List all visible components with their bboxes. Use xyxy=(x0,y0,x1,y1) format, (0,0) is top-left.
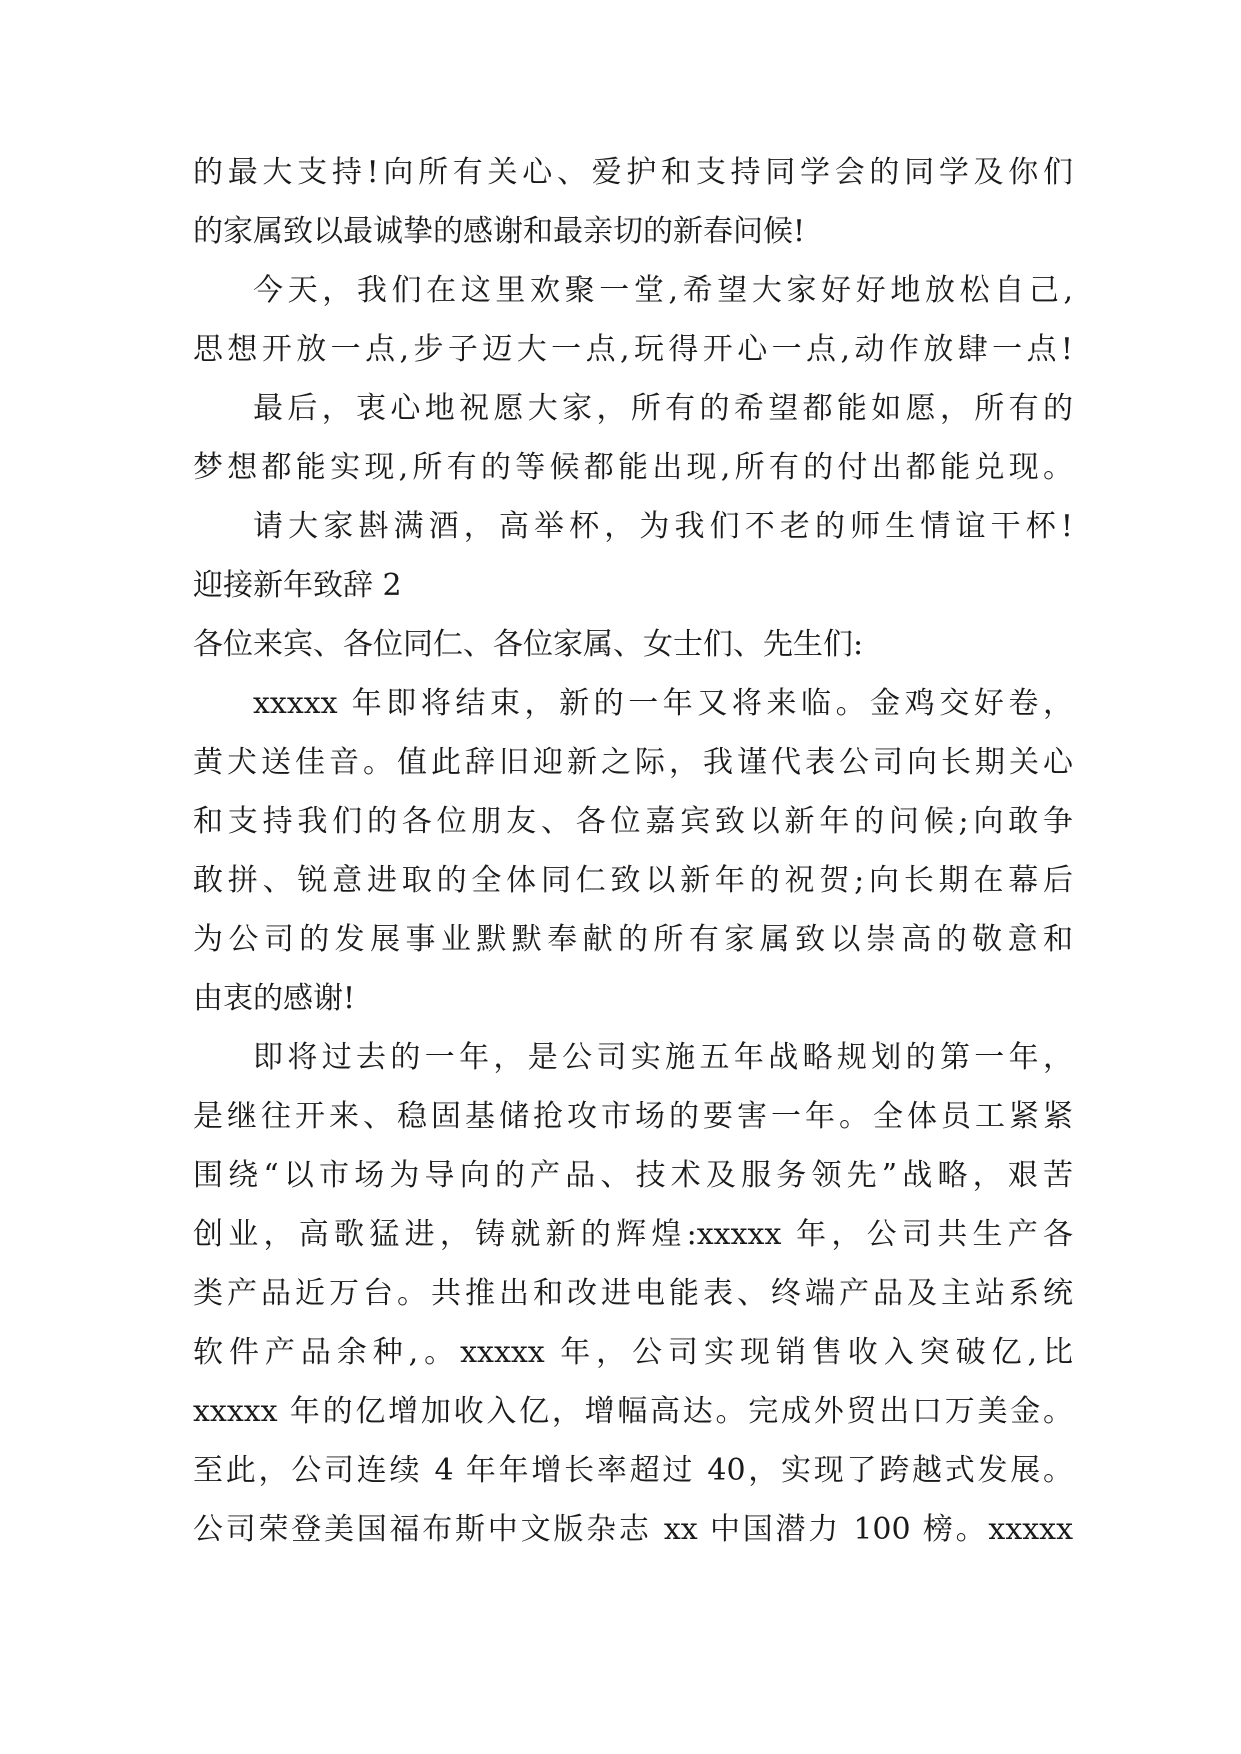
text-line: 即将过去的一年，是公司实施五年战略规划的第一年， xyxy=(253,1040,1073,1075)
text-line: 的最大支持!向所有关心、爱护和支持同学会的同学及你们 xyxy=(193,155,1073,190)
text-line: 公司荣登美国福布斯中文版杂志 xx 中国潜力 100 榜。xxxxx xyxy=(193,1512,1073,1547)
section-heading: 迎接新年致辞 2 xyxy=(193,568,402,603)
text-line: 软件产品余种,。xxxxx 年，公司实现销售收入突破亿,比 xyxy=(193,1335,1073,1370)
text-line: 黄犬送佳音。值此辞旧迎新之际，我谨代表公司向长期关心 xyxy=(193,745,1073,780)
text-line: 创业，高歌猛进，铸就新的辉煌:xxxxx 年，公司共生产各 xyxy=(193,1217,1073,1252)
text-line: 和支持我们的各位朋友、各位嘉宾致以新年的问候;向敢争 xyxy=(193,804,1073,839)
salutation: 各位来宾、各位同仁、各位家属、女士们、先生们: xyxy=(193,627,864,662)
text-line: 今天，我们在这里欢聚一堂,希望大家好好地放松自己, xyxy=(253,273,1073,308)
text-line: 敢拼、锐意进取的全体同仁致以新年的祝贺;向长期在幕后 xyxy=(193,863,1073,898)
text-line: 类产品近万台。共推出和改进电能表、终端产品及主站系统 xyxy=(193,1276,1073,1311)
text-line: 梦想都能实现,所有的等候都能出现,所有的付出都能兑现。 xyxy=(193,450,1073,485)
text-line: 围绕“以市场为导向的产品、技术及服务领先”战略，艰苦 xyxy=(193,1158,1073,1193)
text-line: 的家属致以最诚挚的感谢和最亲切的新春问候! xyxy=(193,214,806,249)
text-line: xxxxx 年即将结束，新的一年又将来临。金鸡交好卷， xyxy=(253,686,1073,721)
text-line: 至此，公司连续 4 年年增长率超过 40，实现了跨越式发展。 xyxy=(193,1453,1073,1488)
text-line: 思想开放一点,步子迈大一点,玩得开心一点,动作放肆一点! xyxy=(193,332,1073,367)
text-line: 最后，衷心地祝愿大家，所有的希望都能如愿，所有的 xyxy=(253,391,1073,426)
text-line: 是继往开来、稳固基储抢攻市场的要害一年。全体员工紧紧 xyxy=(193,1099,1073,1134)
text-line: xxxxx 年的亿增加收入亿，增幅高达。完成外贸出口万美金。 xyxy=(193,1394,1073,1429)
text-line: 由衷的感谢! xyxy=(193,981,356,1016)
text-line: 为公司的发展事业默默奉献的所有家属致以崇高的敬意和 xyxy=(193,922,1073,957)
text-line: 请大家斟满酒，高举杯，为我们不老的师生情谊干杯! xyxy=(253,509,1073,544)
